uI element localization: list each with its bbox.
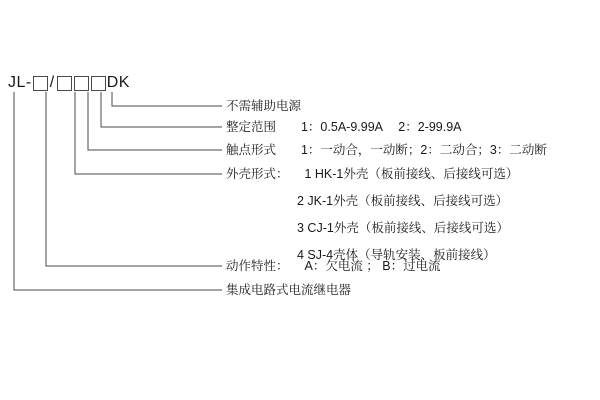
range-value-1: 1：0.5A-9.99A [300, 120, 383, 134]
case-option-2: 2 JK-1外壳（板前接线、后接线可选） [297, 194, 509, 208]
row-setting-range [226, 120, 462, 135]
model-prefix: JL- [8, 74, 32, 91]
row-case-form [226, 167, 518, 182]
case-option-3: 3 CJ-1外壳（板前接线、后接线可选） [297, 221, 509, 235]
power-label: 不需辅助电源 [226, 99, 302, 113]
row-product-name [226, 283, 351, 298]
case-option-4: 4 SJ-4壳体（导轨安装、板前接线） [297, 248, 496, 262]
model-suffix: DK [106, 74, 130, 91]
model-box-4 [91, 76, 106, 91]
case-option-1: 1 HK-1外壳（板前接线、后接线可选） [304, 167, 519, 181]
case-label: 外壳形式： [226, 167, 289, 181]
action-value: A：欠电流 ； B：过电流 [304, 259, 441, 273]
row-power [226, 99, 301, 114]
product-name: 集成电路式电流继电器 [226, 283, 352, 297]
case-option-2-row [297, 194, 508, 209]
model-box-3 [74, 76, 89, 91]
contact-value: 1：一动合，一动断；2：二动合；3：二动断 [300, 143, 547, 157]
case-option-3-row [297, 221, 509, 236]
model-box-2 [57, 76, 72, 91]
row-action-characteristic [226, 259, 441, 274]
model-box-1 [33, 76, 48, 91]
model-code [8, 74, 130, 92]
range-label: 整定范围 [226, 120, 277, 134]
action-label: 动作特性： [226, 259, 289, 273]
row-contact-form [226, 143, 547, 158]
model-separator: / [49, 74, 55, 91]
range-value-2: 2：2-99.9A [398, 120, 462, 134]
contact-label: 触点形式 [226, 143, 277, 157]
